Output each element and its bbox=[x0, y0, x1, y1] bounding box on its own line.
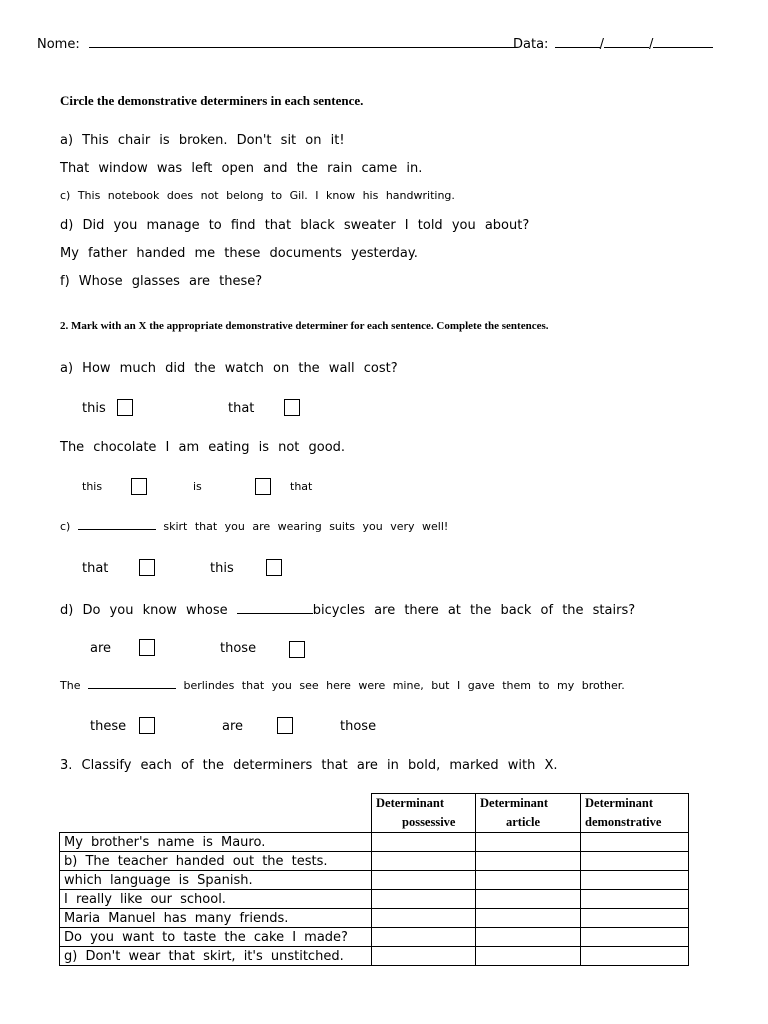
answer-cell[interactable] bbox=[476, 928, 581, 947]
answer-cell[interactable] bbox=[476, 871, 581, 890]
answer-cell[interactable] bbox=[581, 833, 689, 852]
answer-cell[interactable] bbox=[372, 852, 476, 871]
answer-cell[interactable] bbox=[581, 909, 689, 928]
question-b: The chocolate I am eating is not good. bbox=[60, 440, 346, 455]
header-line1: Determinant bbox=[376, 796, 445, 810]
option-label: that bbox=[290, 480, 313, 493]
date-month-line[interactable] bbox=[604, 35, 649, 48]
date-separator: / bbox=[599, 37, 604, 52]
table-row bbox=[60, 852, 689, 871]
question-c-prefix: c) bbox=[60, 520, 71, 533]
sentence-f: f) Whose glasses are these? bbox=[60, 274, 263, 289]
row-sentence: Do you want to taste the cake I made? bbox=[60, 928, 372, 947]
row-sentence: g) Don't wear that skirt, it's unstitched. bbox=[60, 947, 372, 966]
table-row bbox=[60, 871, 689, 890]
table-row bbox=[60, 890, 689, 909]
question-d-suffix: bicycles are there at the back of the stairs? bbox=[312, 603, 636, 618]
option-checkbox[interactable] bbox=[277, 717, 293, 734]
option-label: are bbox=[222, 719, 244, 734]
name-label: Nome: bbox=[37, 37, 80, 52]
date-separator: / bbox=[648, 37, 654, 52]
option-checkbox[interactable] bbox=[255, 478, 271, 495]
question-d-prefix: d) Do you know whose bbox=[60, 603, 228, 618]
table-row bbox=[60, 928, 689, 947]
question-c-suffix: skirt that you are wearing suits you very well! bbox=[163, 520, 449, 533]
header-line2: article bbox=[506, 815, 541, 829]
date-field-row bbox=[513, 35, 713, 52]
answer-cell[interactable] bbox=[476, 852, 581, 871]
row-sentence: which language is Spanish. bbox=[60, 871, 372, 890]
header-line2: possessive bbox=[402, 815, 456, 829]
option-label: that bbox=[228, 401, 255, 416]
option-label: are bbox=[90, 641, 112, 656]
blank-line[interactable] bbox=[78, 519, 156, 530]
answer-cell[interactable] bbox=[581, 928, 689, 947]
question-e bbox=[60, 678, 625, 692]
option-label: that bbox=[82, 561, 109, 576]
date-year-line[interactable] bbox=[653, 35, 713, 48]
sentence-b: That window was left open and the rain came in. bbox=[60, 161, 423, 176]
name-field-row bbox=[37, 35, 517, 52]
sentence-c: c) This notebook does not belong to Gil. I know his handwriting. bbox=[60, 189, 455, 202]
answer-cell[interactable] bbox=[581, 852, 689, 871]
answer-cell[interactable] bbox=[476, 947, 581, 966]
blank-line[interactable] bbox=[88, 678, 176, 689]
answer-cell[interactable] bbox=[372, 871, 476, 890]
answer-cell[interactable] bbox=[476, 890, 581, 909]
option-checkbox[interactable] bbox=[284, 399, 300, 416]
table-header-possessive bbox=[372, 794, 476, 833]
sentence-d: d) Did you manage to find that black sweater I told you about? bbox=[60, 218, 530, 233]
option-checkbox[interactable] bbox=[266, 559, 282, 576]
question-c bbox=[60, 519, 448, 533]
section2-instruction: 2. Mark with an X the appropriate demonstrative determiner for each sentence. Complete the sentences. bbox=[60, 320, 549, 332]
answer-cell[interactable] bbox=[372, 833, 476, 852]
date-day-line[interactable] bbox=[555, 35, 600, 48]
row-sentence: My brother's name is Mauro. bbox=[60, 833, 372, 852]
table-row bbox=[60, 947, 689, 966]
table-row bbox=[60, 833, 689, 852]
sentence-a: a) This chair is broken. Don't sit on it! bbox=[60, 133, 345, 148]
option-label: this bbox=[82, 401, 106, 416]
table-header-article bbox=[476, 794, 581, 833]
answer-cell[interactable] bbox=[372, 947, 476, 966]
option-label: this bbox=[210, 561, 234, 576]
option-label: is bbox=[193, 480, 202, 493]
header-line2: demonstrative bbox=[585, 815, 662, 829]
question-e-prefix: The bbox=[60, 679, 81, 692]
row-sentence: I really like our school. bbox=[60, 890, 372, 909]
option-checkbox[interactable] bbox=[117, 399, 133, 416]
row-sentence: b) The teacher handed out the tests. bbox=[60, 852, 372, 871]
question-e-suffix: berlindes that you see here were mine, but I gave them to my brother. bbox=[183, 679, 625, 692]
classification-table bbox=[59, 793, 689, 966]
option-label: those bbox=[220, 641, 257, 656]
section1-instruction: Circle the demonstrative determiners in each sentence. bbox=[60, 93, 364, 108]
answer-cell[interactable] bbox=[581, 890, 689, 909]
table-row bbox=[60, 909, 689, 928]
option-checkbox[interactable] bbox=[139, 639, 155, 656]
option-label: these bbox=[90, 719, 127, 734]
option-checkbox[interactable] bbox=[289, 641, 305, 658]
option-label: those bbox=[340, 719, 377, 734]
header-line1: Determinant bbox=[585, 796, 654, 810]
answer-cell[interactable] bbox=[372, 928, 476, 947]
row-sentence: Maria Manuel has many friends. bbox=[60, 909, 372, 928]
option-checkbox[interactable] bbox=[139, 717, 155, 734]
header-line1: Determinant bbox=[480, 796, 549, 810]
table-corner bbox=[60, 794, 372, 833]
table-header-demonstrative bbox=[581, 794, 689, 833]
option-label: this bbox=[82, 480, 103, 493]
date-label: Data: bbox=[513, 37, 549, 52]
answer-cell[interactable] bbox=[372, 909, 476, 928]
table-header-row bbox=[60, 794, 689, 833]
answer-cell[interactable] bbox=[372, 890, 476, 909]
answer-cell[interactable] bbox=[476, 909, 581, 928]
blank-line[interactable] bbox=[237, 601, 313, 614]
section3-instruction: 3. Classify each of the determiners that are in bold, marked with X. bbox=[60, 758, 558, 773]
answer-cell[interactable] bbox=[581, 871, 689, 890]
option-checkbox[interactable] bbox=[131, 478, 147, 495]
option-checkbox[interactable] bbox=[139, 559, 155, 576]
question-d bbox=[60, 601, 635, 618]
answer-cell[interactable] bbox=[581, 947, 689, 966]
sentence-e: My father handed me these documents yesterday. bbox=[60, 246, 418, 261]
answer-cell[interactable] bbox=[476, 833, 581, 852]
name-input-line[interactable] bbox=[89, 35, 517, 48]
question-a: a) How much did the watch on the wall cost? bbox=[60, 361, 398, 376]
